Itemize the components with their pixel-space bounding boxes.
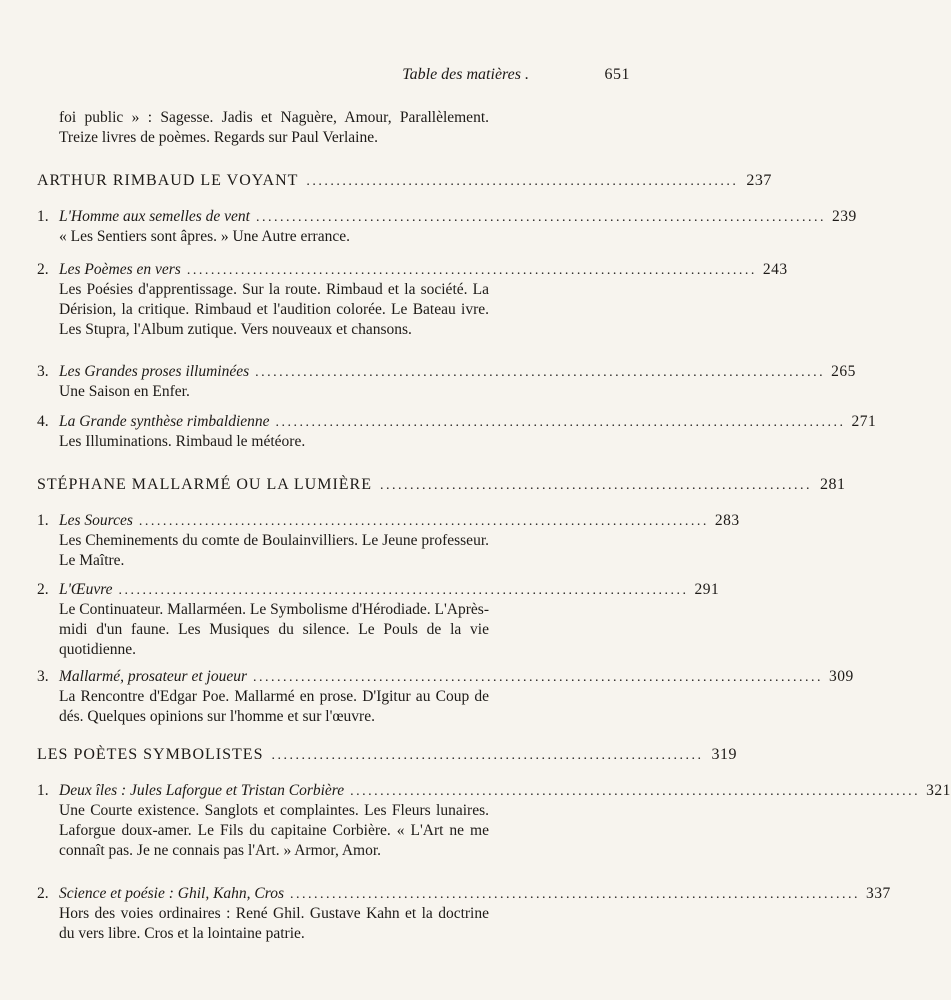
entry-number: 2.	[37, 581, 49, 598]
entry-description: Les Cheminements du comte de Boulainvilliers. Le Jeune professeur. Le Maître.	[59, 532, 489, 569]
entry-title: L'Œuvre	[59, 581, 113, 598]
entry-description: Hors des voies ordinaires : René Ghil. Gustave Kahn et la doctrine du vers libre. Cros et la lointaine patrie.	[59, 905, 489, 942]
entry-page: 239	[831, 208, 857, 225]
leader-dots: ...............................................................................................	[290, 887, 860, 902]
section-heading	[37, 746, 737, 770]
section-title: ARTHUR RIMBAUD LE VOYANT	[37, 172, 299, 189]
entry-number: 4.	[37, 413, 49, 430]
entry-number: 2.	[37, 261, 49, 278]
intro-paragraph: foi public » : Sagesse. Jadis et Naguère, Amour, Parallèlement. Treize livres de poèmes. Regards sur Paul Verlaine.	[59, 109, 489, 146]
entry-page: 271	[851, 413, 877, 430]
entry-line	[59, 412, 877, 432]
entry-description: Les Poésies d'apprentissage. Sur la route. Rimbaud et la société. La Dérision, la critique. Rimbaud et l'audition colorée. Le Bateau ivre. Les Stupra, l'Album zutique. Vers nouveaux et chansons.	[59, 281, 489, 338]
leader-dots: ...............................................................................................	[118, 583, 689, 598]
entry-page: 265	[831, 363, 856, 380]
entry-description: Le Continuateur. Mallarméen. Le Symbolisme d'Hérodiade. L'Après-midi d'un faune. Les Musiques du silence. Le Pouls de la vie quotidienne.	[59, 601, 489, 658]
entry-page: 283	[714, 512, 740, 529]
entry-number: 3.	[37, 363, 49, 380]
section-heading	[37, 476, 846, 500]
leader-dots: ...............................................................................................	[255, 365, 826, 380]
leader-dots: ...............................................................................................	[255, 210, 826, 225]
entry-number: 1.	[37, 782, 49, 799]
entry-description: « Les Sentiers sont âpres. » Une Autre errance.	[59, 228, 350, 245]
entry-line	[59, 781, 951, 801]
entry-line	[59, 362, 856, 382]
leader-dots: ...............................................................................................	[253, 670, 823, 685]
entry-description: Une Saison en Enfer.	[59, 383, 190, 400]
entry-page: 309	[829, 668, 854, 685]
entry-line	[59, 580, 720, 600]
entry-page: 337	[866, 885, 891, 902]
entry-title: Les Poèmes en vers	[59, 261, 181, 278]
section-title: LES POÈTES SYMBOLISTES	[37, 746, 264, 763]
section-page: 319	[711, 746, 737, 763]
entry-number: 1.	[37, 208, 49, 225]
entry-page: 243	[762, 261, 788, 278]
entry-description: La Rencontre d'Edgar Poe. Mallarmé en prose. D'Igitur au Coup de dés. Quelques opinions sur l'homme et sur l'œuvre.	[59, 688, 489, 725]
entry-title: Mallarmé, prosateur et joueur	[59, 668, 247, 685]
entry-title: L'Homme aux semelles de vent	[59, 208, 250, 225]
section-heading	[37, 172, 772, 196]
entry-title: La Grande synthèse rimbaldienne	[59, 413, 270, 430]
leader-dots: ...............................................................................................	[275, 415, 846, 430]
entry-title: Les Grandes proses illuminées	[59, 363, 250, 380]
entry-line	[59, 667, 854, 687]
section-page: 281	[820, 476, 846, 493]
section-title: STÉPHANE MALLARMÉ OU LA LUMIÈRE	[37, 476, 372, 493]
page-number: 651	[604, 66, 630, 83]
entry-title: Science et poésie : Ghil, Kahn, Cros	[59, 885, 284, 902]
leader-dots: ...............................................................................................	[350, 784, 921, 799]
leader-dots: ........................................................................	[306, 174, 739, 189]
entry-description: Une Courte existence. Sanglots et complaintes. Les Fleurs lunaires. Laforgue doux-amer. Le Fils du capitaine Corbière. « L'Art ne me connaît pas. Je ne connais pas l'Art. » Armor, Amor.	[59, 802, 489, 859]
entry-line	[59, 260, 788, 280]
section-page: 237	[746, 172, 772, 189]
entry-page: 291	[694, 581, 720, 598]
leader-dots: ...............................................................................................	[186, 263, 757, 278]
entry-line	[59, 207, 857, 227]
entry-description: Les Illuminations. Rimbaud le météore.	[59, 433, 306, 450]
entry-title: Deux îles : Jules Laforgue et Tristan Corbière	[59, 782, 345, 799]
leader-dots: ...............................................................................................	[138, 514, 709, 529]
entry-title: Les Sources	[59, 512, 133, 529]
leader-dots: ........................................................................	[271, 748, 704, 763]
entry-number: 3.	[37, 668, 49, 685]
entry-line	[59, 511, 740, 531]
entry-line	[59, 884, 891, 904]
entry-number: 1.	[37, 512, 49, 529]
entry-number: 2.	[37, 885, 49, 902]
entry-page: 321	[926, 782, 951, 799]
leader-dots: ........................................................................	[380, 478, 812, 493]
running-title: Table des matières .	[402, 66, 529, 83]
